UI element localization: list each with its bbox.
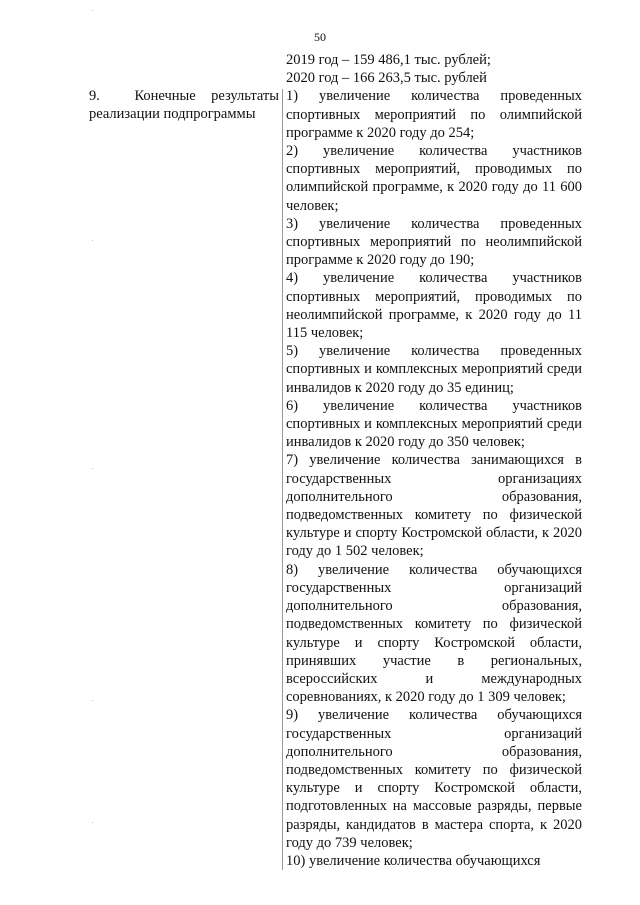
- scan-speck: [92, 10, 93, 11]
- result-item: 7) увеличение количества занимающихся в государственных организациях дополнительного образования, подведомственных комитету по физической культуре и спорту Костромской области, к 2020 году до 1 502 человек;: [286, 452, 582, 560]
- scan-speck: [92, 700, 93, 701]
- section-label-cell: [89, 51, 279, 870]
- section-number: 9.: [89, 88, 100, 104]
- passport-table: [89, 51, 585, 870]
- result-item: 4) увеличение количества участников спортивных мероприятий, проводимых по неолимпийской программе, к 2020 году до 11 115 человек;: [286, 270, 582, 342]
- result-item: 1) увеличение количества проведенных спортивных мероприятий по олимпийской программе к 2020 году до 254;: [286, 88, 582, 141]
- result-item: 8) увеличение количества обучающихся государственных организаций дополнительного образования, подведомственных комитету по физической культуре и спорту Костромской области, принявших участие в региональных, всероссийских и международных соревнованиях, к 2020 году до 1 309 человек;: [286, 561, 582, 706]
- section-heading: [89, 87, 279, 123]
- result-item: 5) увеличение количества проведенных спортивных и комплексных мероприятий среди инвалидов к 2020 году до 35 единиц;: [286, 343, 582, 396]
- result-item: 3) увеличение количества проведенных спортивных мероприятий по неолимпийской программе к 2020 году до 190;: [286, 215, 582, 269]
- funding-line: 2020 год – 166 263,5 тыс. рублей: [286, 70, 487, 87]
- column-divider: [282, 89, 283, 870]
- scan-speck: [92, 240, 93, 241]
- result-item: 2) увеличение количества участников спортивных мероприятий, проводимых по олимпийской программе, к 2020 году до 11 600 человек;: [286, 143, 582, 214]
- funding-line: 2019 год – 159 486,1 тыс. рублей;: [286, 52, 491, 68]
- result-item: 9) увеличение количества обучающихся государственных организаций дополнительного образования, подведомственных комитету по физической культуре и спорту Костромской области, подготовленных на массовые разряды, первые разряды, кандидатов в мастера спорта, к 2020 году до 739 человек;: [286, 707, 582, 851]
- scan-speck: [92, 822, 93, 823]
- result-item: 6) увеличение количества участников спортивных и комплексных мероприятий среди инвалидов к 2020 году до 350 человек;: [286, 397, 582, 451]
- result-item: 10) увеличение количества обучающихся: [286, 852, 541, 869]
- section-title: Конечные результаты реализации подпрограммы: [89, 88, 279, 123]
- section-content-cell: [286, 51, 582, 870]
- page-number: 50: [314, 30, 326, 44]
- scan-speck: [92, 468, 93, 469]
